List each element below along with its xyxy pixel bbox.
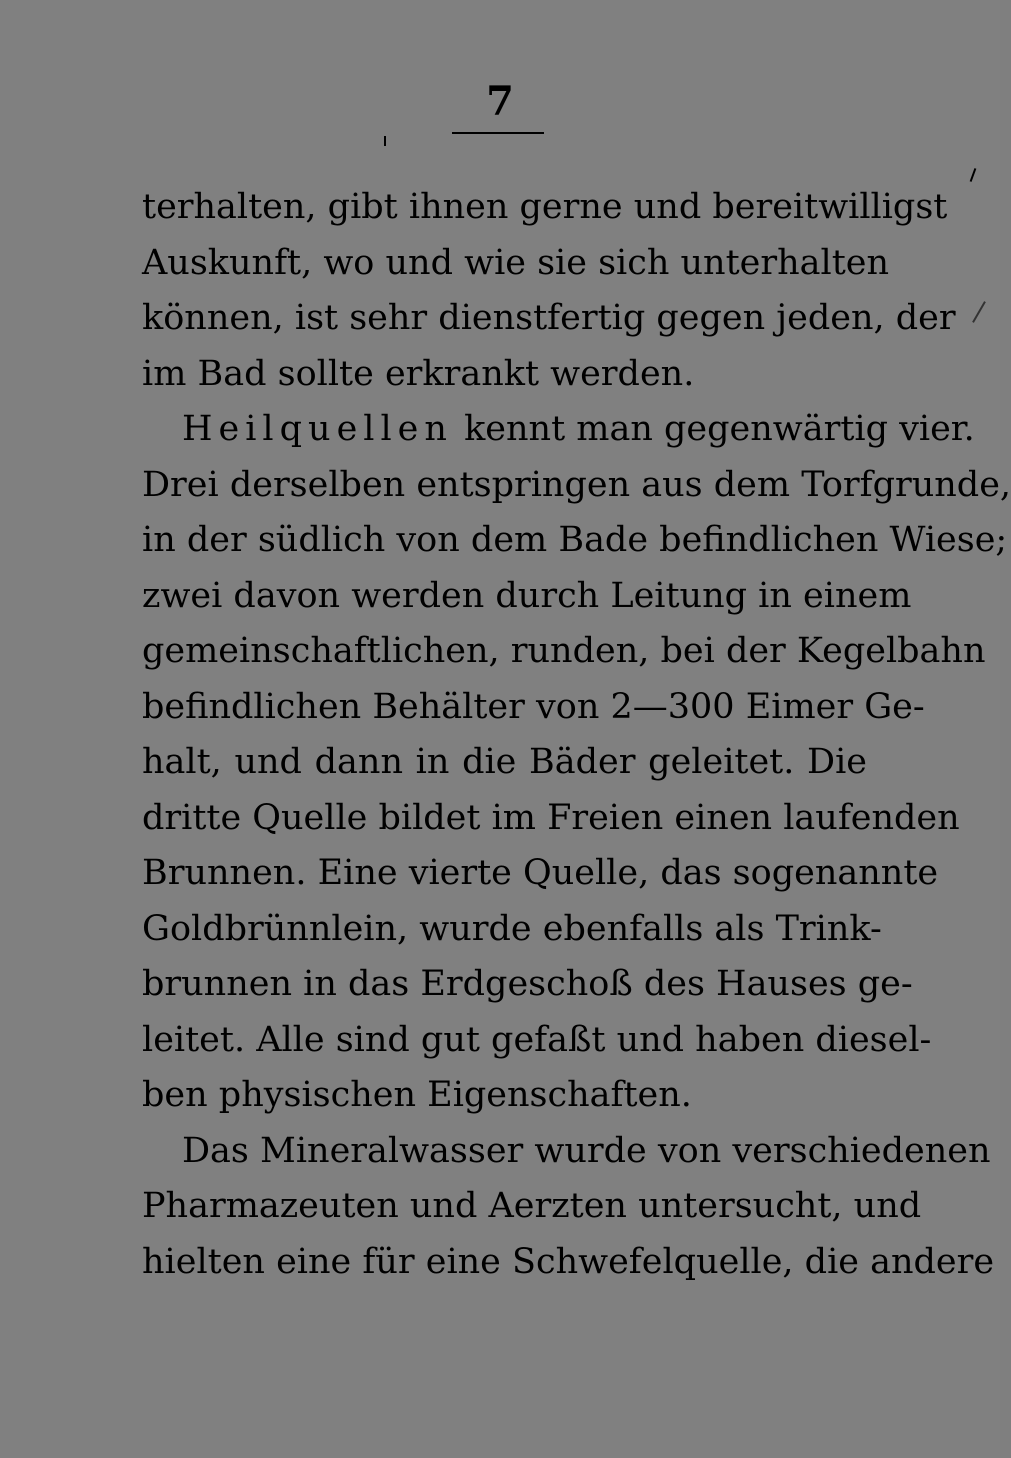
header-rule: [452, 132, 544, 134]
text-line: befindlichen Behälter von 2—300 Eimer Ge-: [142, 686, 925, 727]
text-line: [142, 402, 975, 458]
text-line: halt, und dann in die Bäder geleitet. Die: [142, 742, 867, 782]
text-line: gemeinschaftlichen, runden, bei der Kegelbahn: [142, 631, 986, 671]
text-run: kennt man gegenwärtig vier.: [452, 409, 975, 449]
text-line: Brunnen. Eine vierte Quelle, das sogenannte: [142, 853, 939, 893]
text-line: im Bad sollte erkrankt werden.: [142, 353, 695, 394]
text-line: ben physischen Eigenschaften.: [142, 1075, 692, 1115]
text-line: dritte Quelle bildet im Freien einen laufenden: [142, 797, 960, 838]
text-line: in der südlich von dem Bade befindlichen Wiese;: [142, 520, 1008, 560]
text-line: Pharmazeuten und Aerzten untersucht, und: [142, 1186, 922, 1226]
text-line: brunnen in das Erdgeschoß des Hauses ge-: [142, 964, 913, 1004]
text-line: terhalten, gibt ihnen gerne und bereitwilligst: [142, 187, 948, 227]
body-text: [142, 180, 1011, 1290]
text-line: Goldbrünnlein, wurde ebenfalls als Trink-: [142, 908, 882, 949]
emphasized-term: Heilquellen: [182, 409, 453, 449]
scan-speck: [972, 301, 986, 323]
scan-speck: [970, 168, 977, 182]
text-line: leitet. Alle sind gut gefaßt und haben diesel-: [142, 1019, 932, 1060]
page-number: 7: [486, 78, 514, 125]
text-line: Das Mineralwasser wurde von verschiedenen: [182, 1130, 991, 1171]
text-line: Auskunft, wo und wie sie sich unterhalten: [142, 242, 890, 283]
text-line: Drei derselben entspringen aus dem Torfgrunde,: [142, 464, 1011, 505]
text-line: zwei davon werden durch Leitung in einem: [142, 575, 912, 616]
text-line: können, ist sehr dienstfertig gegen jeden, der: [142, 298, 956, 338]
text-line: hielten eine für eine Schwefelquelle, die andere: [142, 1241, 995, 1282]
scan-speck: [384, 136, 386, 146]
